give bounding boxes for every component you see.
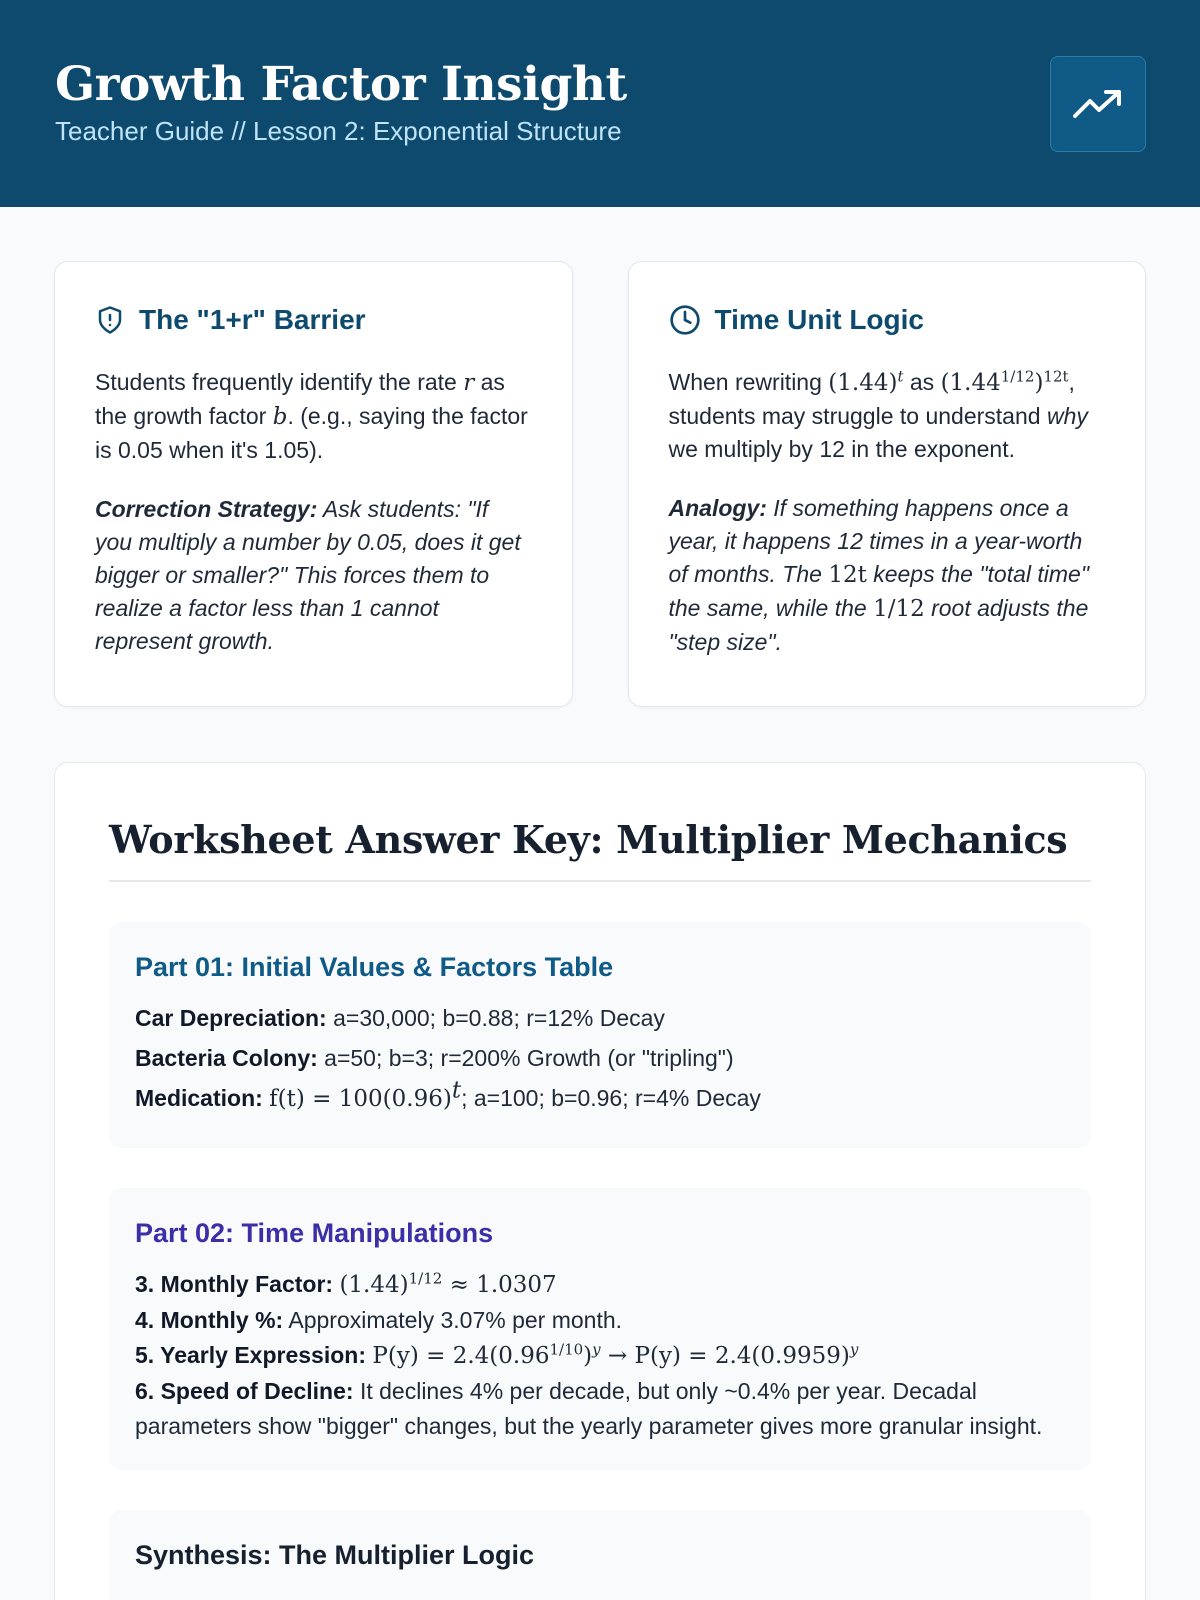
list-item: 6. Speed of Decline: It declines 4% per decade, but only ~0.4% per year. Decadal parameters show "bigger" changes, but the yearly parameter gives more granular insight. xyxy=(135,1378,1043,1439)
part-01-section xyxy=(109,922,1091,1148)
part-01-title: Part 01: Initial Values & Factors Table xyxy=(135,952,614,982)
part-02-section xyxy=(109,1188,1091,1470)
list-item: 5. Yearly Expression: $P(y) = 2.4(0.96^{1/10})^y \to P(y) = 2.4(0.9959)^y$ xyxy=(135,1340,859,1369)
page-title: Growth Factor Insight xyxy=(55,57,627,112)
time-unit-card xyxy=(628,261,1147,707)
barrier-description: Students frequently identify the rate r as the growth factor b. (e.g., saying the factor is 0.05 when it's 1.05). xyxy=(95,369,528,463)
list-item: 3. Monthly Factor: $(1.44)^{1/12} \approx 1.0307$ xyxy=(135,1269,557,1298)
trending-up-button[interactable] xyxy=(1050,56,1146,152)
list-item: Medication: $f(t) = 100(0.96)^t$; a=100; b=0.96; r=4% Decay xyxy=(135,1077,761,1112)
correction-strategy: Correction Strategy: Ask students: "If you multiply a number by 0.05, does it get bigger or smaller?" This forces them to realize a factor less than 1 cannot represent growth. xyxy=(95,496,521,654)
time-unit-description: When rewriting $(1.44)^t$ as $(1.44^{1/12})^{12t}$, students may struggle to understand why we multiply by 12 in the exponent. xyxy=(668,367,1088,462)
barrier-card-title: The "1+r" Barrier xyxy=(139,304,366,335)
page-subtitle: Teacher Guide // Lesson 2: Exponential Structure xyxy=(55,116,622,146)
shield-alert-icon xyxy=(95,305,125,335)
list-item: Car Depreciation: a=30,000; b=0.88; r=12% Decay xyxy=(135,1005,665,1031)
answer-key-panel xyxy=(54,762,1146,1600)
trending-up-icon xyxy=(1073,87,1123,121)
analogy-text: Analogy: If something happens once a year, it happens 12 times in a year-worth of months. The 12t keeps the "total time" the same, while the 1/12 root adjusts the "step size". xyxy=(668,495,1089,655)
page-header xyxy=(0,0,1200,207)
barrier-card xyxy=(54,261,573,707)
synthesis-section xyxy=(109,1510,1091,1600)
part-02-title: Part 02: Time Manipulations xyxy=(135,1218,494,1248)
clock-icon xyxy=(669,304,701,336)
list-item: Bacteria Colony: a=50; b=3; r=200% Growth (or "tripling") xyxy=(135,1045,734,1071)
synthesis-title: Synthesis: The Multiplier Logic xyxy=(135,1540,535,1570)
time-unit-card-title: Time Unit Logic xyxy=(714,304,924,335)
answer-key-title: Worksheet Answer Key: Multiplier Mechanics xyxy=(109,817,1091,882)
list-item: 4. Monthly %: Approximately 3.07% per month. xyxy=(135,1307,623,1333)
